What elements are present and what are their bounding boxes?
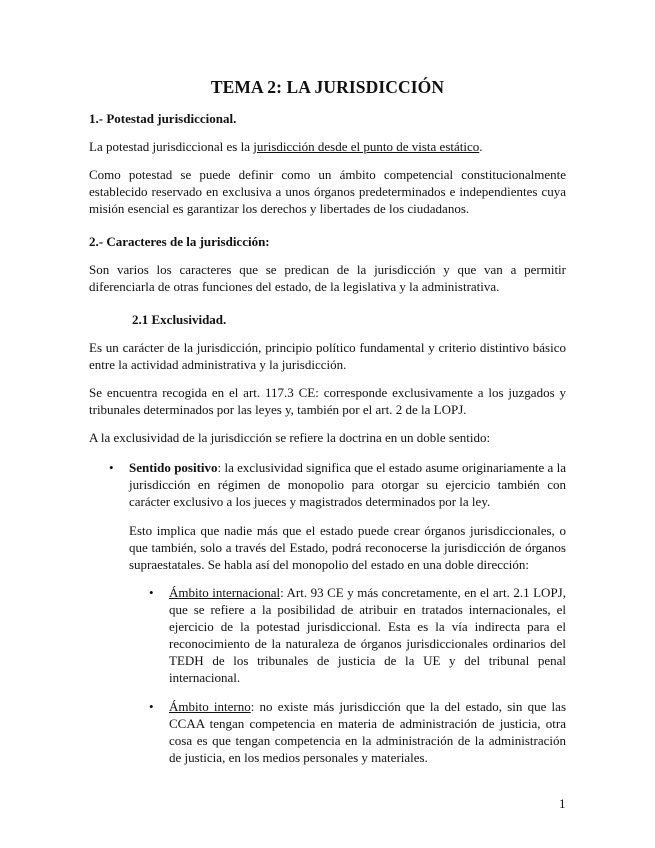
section-1-heading: 1.- Potestad jurisdiccional. <box>89 111 237 126</box>
bullet-icon: • <box>109 460 114 475</box>
page-title: TEMA 2: LA JURISDICCIÓN <box>210 77 445 97</box>
section-1-paragraph-2: Como potestad se puede definir como un ámbito competencial constitucionalmente establecido reservado en exclusiva a unos órganos predeterminados e independientes cuya misión esencial es garantizar los derechos y libertades de los ciudadanos. <box>89 167 566 216</box>
sub-bullet-label: Ámbito interno <box>169 699 251 714</box>
bullet-text: Sentido positivo: la exclusividad significa que el estado asume originariamente a la jurisdicción en régimen de monopolio para otorgar su ejercicio también con carácter exclusivo a los jueces y magistrados determinados por la ley. <box>129 460 566 509</box>
bullet-sentido-positivo <box>89 459 566 510</box>
sub-bullet-label: Ámbito internacional <box>169 585 281 600</box>
bullet-paragraph-2: Esto implica que nadie más que el estado puede crear órganos jurisdiccionales, o que también, solo a través del Estado, podrá reconocerse la jurisdicción de órganos supraestatales. Se habla así del monopolio del estado en una doble dirección: <box>129 523 566 572</box>
section-2-1-paragraph-2: Se encuentra recogida en el art. 117.3 CE: corresponde exclusivamente a los juzgados y tribunales determinados por las leyes y, también por el art. 2 de la LOPJ. <box>89 385 566 417</box>
sub-bullet-ambito-interno <box>89 698 566 766</box>
sub-bullet-ambito-internacional <box>89 584 566 686</box>
bullet-label: Sentido positivo <box>129 460 218 475</box>
document-page <box>89 0 566 766</box>
sub-bullet-icon: • <box>149 699 154 714</box>
sub-bullet-text: Ámbito interno: no existe más jurisdicción que la del estado, sin que las CCAA tengan competencia en materia de administración de justicia, otra cosa es que tengan competencia en la administración de la administración de justicia, en los medios personales y materiales. <box>169 699 566 765</box>
section-2-1-paragraph-3: A la exclusividad de la jurisdicción se refiere la doctrina en un doble sentido: <box>89 430 491 445</box>
section-1-paragraph-1: La potestad jurisdiccional es la jurisdicción desde el punto de vista estático. <box>89 139 483 154</box>
section-2-1-paragraph-1: Es un carácter de la jurisdicción, principio político fundamental y criterio distintivo básico entre la actividad administrativa y la jurisdicción. <box>89 340 566 372</box>
section-2-heading: 2.- Caracteres de la jurisdicción: <box>89 234 270 249</box>
sub-bullet-icon: • <box>149 585 154 600</box>
underlined-definition: jurisdicción desde el punto de vista estático <box>253 139 480 154</box>
section-2-paragraph-1: Son varios los caracteres que se predican de la jurisdicción y que van a permitir diferenciarla de otras funciones del estado, de la legislativa y la administrativa. <box>89 262 566 294</box>
page-number: 1 <box>559 796 566 811</box>
bullet-continuation <box>89 522 566 573</box>
section-2-1-heading: 2.1 Exclusividad. <box>132 312 227 327</box>
sub-bullet-text: Ámbito internacional: Art. 93 CE y más concretamente, en el art. 2.1 LOPJ, que se refiere a la posibilidad de atribuir en tratados internacionales, el ejercicio de la potestad jurisdiccional. Esta es la vía indirecta para el reconocimiento de la naturaleza de órganos jurisdiccionales ordinarios del TEDH de los tribunales de justicia de la UE y del tribunal penal internacional. <box>169 585 566 685</box>
